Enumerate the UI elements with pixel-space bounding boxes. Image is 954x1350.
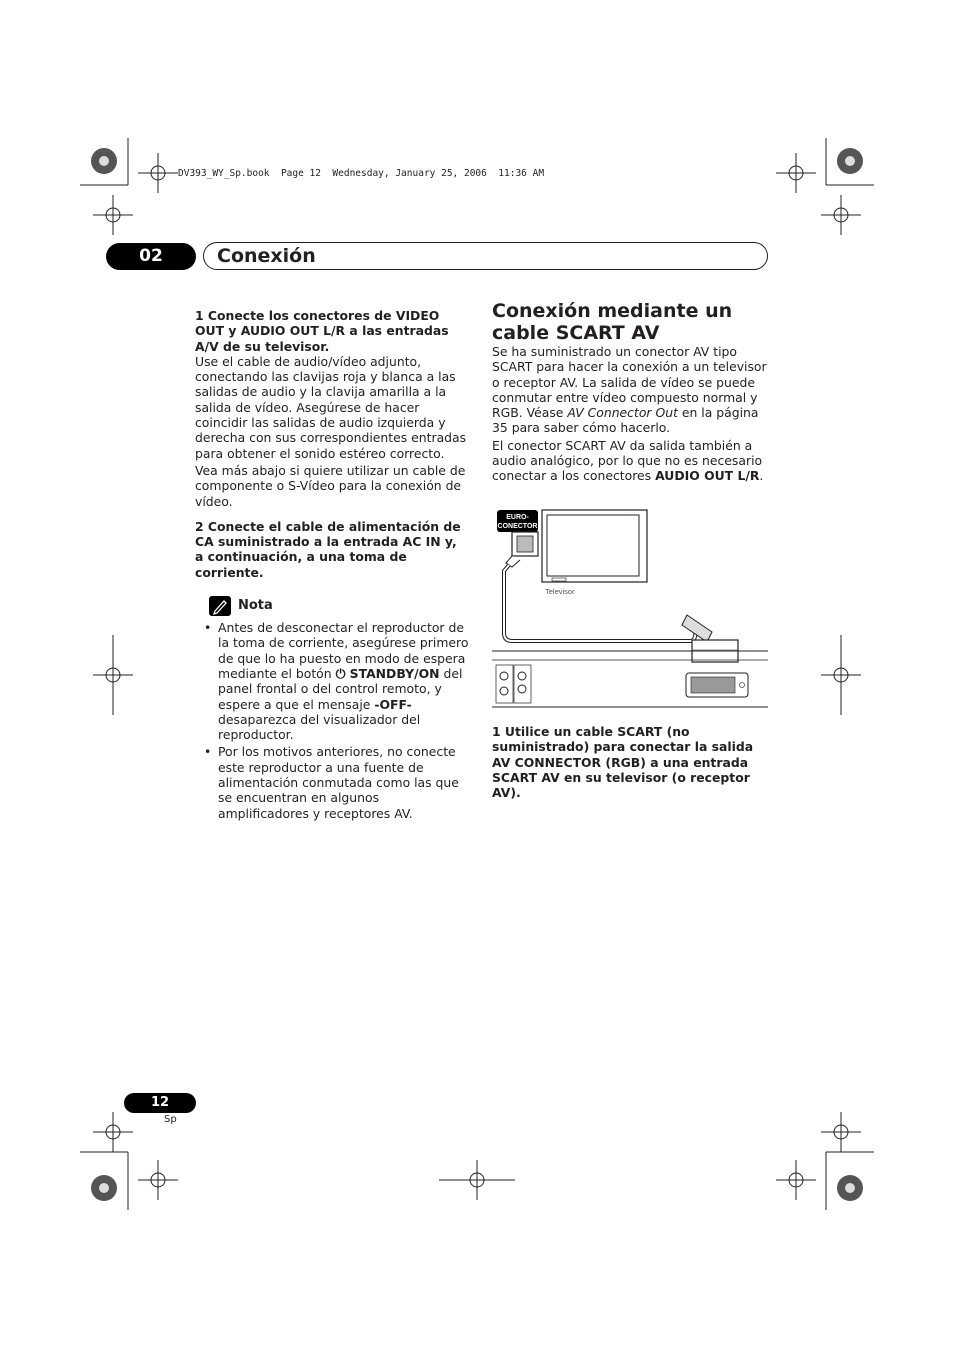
step1-paragraph1: Use el cable de audio/vídeo adjunto, conectando las clavijas roja y blanca a las salidas de audio y la clavija amarilla a la salida de vídeo. Asegúrese de hacer coincidir las salidas de audio izquierda y derecha con sus correspondientes entradas para obtener el sonido estéreo correcto. (195, 353, 467, 461)
note-list (195, 620, 469, 821)
note-pencil-icon (209, 596, 231, 616)
note-bullet-1 (195, 620, 469, 742)
standby-button-label: ⏻ STANDBY/ON (335, 665, 440, 681)
note-bullet-1-text-a: Antes de desconectar el reproductor de la toma de corriente, asegúrese primero de que lo ha puesto en modo de espera mediante el botón (218, 620, 469, 681)
scart-plug-tv (506, 532, 538, 567)
page-language: Sp (164, 1114, 177, 1125)
note-bullet-2: • Por los motivos anteriores, no conecte este reproductor a una fuente de alimentación conmutada como las que se encuentran en algunos amplificadores y receptores AV. (195, 744, 469, 820)
print-info: DV393_WY_Sp.book Page 12 Wednesday, January 25, 2006 11:36 AM (178, 168, 545, 179)
av-connector-out-ref: AV Connector Out (567, 405, 678, 421)
scart-paragraph2-text-b: . (759, 468, 764, 484)
chapter-title: Conexión (217, 245, 316, 267)
section-title: Conexión mediante un cable SCART AV (492, 300, 733, 344)
scart-step1 (492, 724, 768, 800)
note-label: Nota (238, 598, 273, 614)
scart-paragraph2-text-a: El conector SCART AV da salida también a audio analógico, por lo que no es necesario conectar a los conectores (492, 437, 763, 484)
tv-icon (542, 510, 647, 582)
left-column (195, 308, 469, 823)
scart-connection-diagram (492, 505, 770, 710)
euro-label-line1: EURO- (506, 514, 529, 521)
scart-plug-player (682, 615, 738, 662)
scart-paragraph1 (492, 344, 768, 436)
euro-label-line2: CONECTOR (497, 523, 538, 530)
tv-label: Televisor (545, 587, 575, 596)
note-bullet-1-text-b: del panel frontal o del control remoto, y espere a que el mensaje (218, 665, 463, 712)
scart-paragraph1-text-b: en la página 35 para saber cómo hacerlo. (492, 405, 759, 436)
step1-heading: 1 Conecte los conectores de VIDEO OUT y AUDIO OUT L/R a las entradas A/V de su televisor. (195, 308, 449, 354)
step2-heading: 2 Conecte el cable de alimentación de CA suministrado a la entrada AC IN y, a continuación, a una toma de corriente. (195, 518, 461, 580)
page-number: 12 (124, 1093, 196, 1113)
scart-paragraph2 (492, 438, 768, 484)
scart-paragraph1-text-a: Se ha suministrado un conector AV tipo SCART para hacer la conexión a un televisor o receptor AV. La salida de vídeo se puede conmutar entre vídeo compuesto normal y RGB. Véase (492, 344, 767, 421)
scart-step1-heading: 1 Utilice un cable SCART (no suministrado) para conectar la salida AV CONNECTOR (RGB) a una entrada SCART AV en su televisor (o receptor AV). (492, 724, 754, 801)
note-bullet-1-text-c: desaparezca del visualizador del reproductor. (218, 711, 421, 743)
note-header (209, 596, 469, 616)
chapter-number: 02 (106, 243, 196, 270)
step1-paragraph2: Vea más abajo si quiere utilizar un cable de componente o S-Vídeo para la conexión de vídeo. (195, 462, 466, 509)
right-column (492, 300, 768, 484)
audio-out-label: AUDIO OUT L/R (655, 468, 760, 484)
off-message: -OFF- (374, 696, 412, 712)
